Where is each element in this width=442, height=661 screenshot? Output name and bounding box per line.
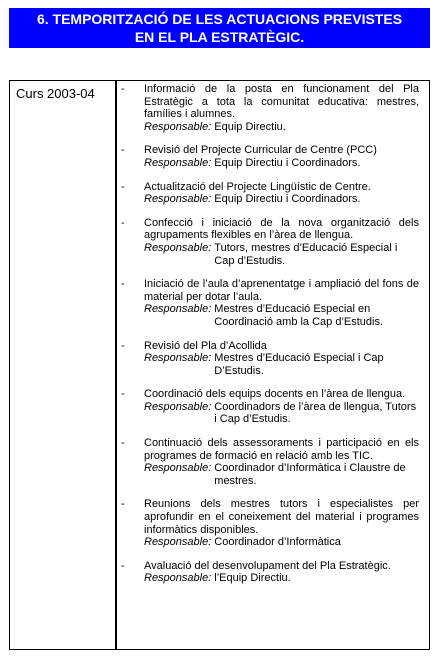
responsible-label: Responsable: <box>144 400 212 413</box>
action-description: Revisió del Projecte Curricular de Centre (PCC) <box>144 144 377 157</box>
section-title <box>9 8 430 48</box>
responsible-line <box>144 303 419 328</box>
responsible-label: Responsable: <box>144 572 212 585</box>
action-item <box>121 278 419 328</box>
bullet-dash: - <box>121 437 125 450</box>
action-description: Actualització del Projecte Lingüístic de Centre. <box>144 180 371 193</box>
action-description: Revisió del Pla d’Acollida <box>144 339 267 352</box>
responsible-value: Equip Directiu i Coordinadors. <box>214 156 361 169</box>
action-description: Informació de la posta en funcionament del Pla Estratègic a tota la comunitat educativa: mestres, famílies i alumnes. <box>144 83 419 121</box>
action-description: Avaluació del desenvolupament del Pla Estratègic. <box>144 559 391 572</box>
action-description: Iniciació de l’aula d’aprenentatge i ampliació del fons de material per dotar l’aula. <box>144 278 419 303</box>
responsible-value: Mestres d’Educació Especial en Coordinació amb la Cap d’Estudis. <box>214 303 384 328</box>
responsible-label: Responsable: <box>144 241 212 254</box>
bullet-dash: - <box>121 83 125 95</box>
responsible-value: l’Equip Directiu. <box>214 572 291 585</box>
responsible-value: Mestres d’Educació Especial i Cap D’Estudis. <box>214 352 384 377</box>
schedule-table <box>9 80 430 650</box>
action-item <box>121 498 419 548</box>
responsible-value: Equip Directiu i Coordinadors. <box>214 193 361 206</box>
bullet-dash: - <box>121 216 125 229</box>
responsible-value: Coordinador d’Informàtica <box>214 536 341 549</box>
responsible-line <box>144 401 419 426</box>
bullet-dash: - <box>121 278 125 291</box>
school-year-label: Curs 2003-04 <box>16 86 95 101</box>
responsible-line <box>144 193 419 206</box>
action-item <box>121 217 419 267</box>
responsible-value: Coordinadors de l’àrea de llengua, Tutors i Cap d’Estudis. <box>214 400 417 426</box>
responsible-label: Responsable: <box>144 156 212 169</box>
bullet-dash: - <box>121 180 125 193</box>
responsible-value: Tutors, mestres d’Educació Especial i Cap d’Estudis. <box>214 241 398 267</box>
action-item <box>121 340 419 378</box>
responsible-label: Responsable: <box>144 462 212 475</box>
responsible-line <box>144 121 419 134</box>
bullet-dash: - <box>121 559 125 572</box>
responsible-label: Responsable: <box>144 352 212 365</box>
responsible-line <box>144 572 419 585</box>
action-item <box>121 181 419 206</box>
bullet-dash: - <box>121 339 125 352</box>
responsible-line <box>144 157 419 170</box>
responsible-value: Coordinador d’Informàtica i Claustre de mestres. <box>214 462 406 487</box>
responsible-value: Equip Directiu. <box>214 120 286 133</box>
bullet-dash: - <box>121 144 125 157</box>
section-title-line-2: EN EL PLA ESTRATÈGIC. <box>134 29 305 45</box>
responsible-line <box>144 352 419 377</box>
action-item <box>121 144 419 169</box>
action-item <box>121 437 419 487</box>
action-description: Confecció i iniciació de la nova organització dels agrupaments flexibles en l’àrea de llengua. <box>144 216 419 242</box>
bullet-dash: - <box>121 388 125 401</box>
responsible-label: Responsable: <box>144 536 212 549</box>
bullet-dash: - <box>121 498 125 511</box>
responsible-line <box>144 462 419 487</box>
responsible-label: Responsable: <box>144 120 212 133</box>
responsible-line <box>144 242 419 267</box>
responsible-label: Responsable: <box>144 193 212 206</box>
actions-column <box>117 81 429 649</box>
section-title-line-1: 6. TEMPORITZACIÓ DE LES ACTUACIONS PREVISTES <box>36 11 403 27</box>
action-item <box>121 560 419 585</box>
responsible-line <box>144 536 419 549</box>
action-description: Coordinació dels equips docents en l’àrea de llengua. <box>144 388 406 401</box>
action-description: Continuació dels assessoraments i participació en els programes de formació en relació amb les TIC. <box>144 437 419 462</box>
responsible-label: Responsable: <box>144 303 212 316</box>
year-column <box>10 81 117 649</box>
action-item <box>121 388 419 426</box>
action-description: Reunions dels mestres tutors i especialistes per aprofundir en el coneixement del material i programes informàtics disponibles. <box>144 498 419 536</box>
action-item <box>121 83 419 133</box>
